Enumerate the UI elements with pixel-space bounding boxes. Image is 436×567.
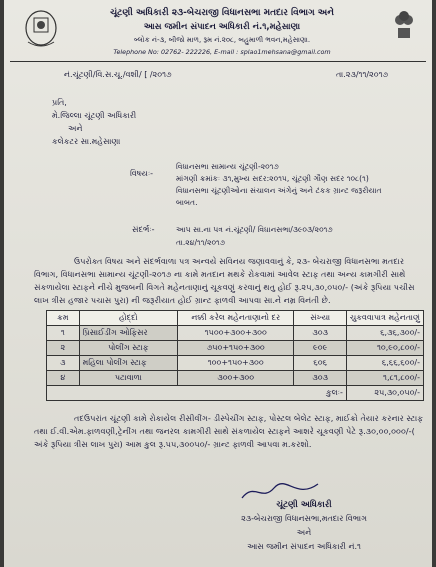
signature-line-4: આસ જમીન સંપાદન અધિકારી નં.૧	[247, 542, 361, 551]
cell-post: મહિલા પોલીંગ સ્ટાફ	[79, 356, 177, 371]
cell-post: પોલીંગ સ્ટાફ	[79, 341, 177, 356]
header-rule	[10, 61, 426, 62]
cell-serial: ૪	[47, 371, 80, 386]
col-header-amount: ચુકવવાપાત્ર મહેનતાણું	[346, 311, 423, 326]
signature-line-2: ૨૩-બેચરાજી વિધાનસભા,મતદાર વિભાગ	[241, 514, 367, 523]
header-contact: Telephone No: 02762- 222226, E-mail : splao1mehsana@gmail.com	[113, 48, 331, 56]
cell-amount: ૬,૩૬,૩૦૦/-	[346, 326, 423, 341]
cell-serial: ૧	[47, 326, 80, 341]
table-row	[47, 326, 424, 341]
cell-post: પટાવાળા	[79, 371, 177, 386]
reference-label: સંદર્ભઃ-	[132, 225, 155, 234]
recipient-and: અને	[68, 124, 83, 133]
ashoka-emblem-icon	[390, 8, 418, 42]
total-value: ૨૫,૩૦,૦૫૦/-	[346, 386, 423, 401]
table-header-row	[47, 311, 424, 326]
header-line-1: ચૂંટણી અધિકારી ૨૩-બેચરાજી વિધાનસભા મતદાર વિભાગ અને	[109, 8, 335, 18]
header-line-2: આસ જમીન સંપાદન અધિકારી નં.૧,મહેસાણા	[143, 22, 301, 32]
col-header-count: સંખ્યા	[294, 311, 346, 326]
cell-amount: ૧,૮૧,૮૦૦/-	[346, 371, 423, 386]
col-header-serial: ક્રમ	[47, 311, 80, 326]
recipient-officer: મે.જિલ્લા ચૂંટણી અધિકારી	[52, 111, 137, 120]
cell-rate: ૧૫૦૦+૩૦૦+૩૦૦	[177, 326, 293, 341]
subject-line-4: બાબત.	[176, 198, 198, 207]
cell-count: ૯૦૯	[294, 341, 346, 356]
table-row	[47, 341, 424, 356]
cell-rate: ૩૦૦+૩૦૦	[177, 371, 293, 386]
cell-amount: ૬,૬૬,૬૦૦/-	[346, 356, 423, 371]
signature-line-3: અને	[296, 528, 312, 537]
cell-serial: ૩	[47, 356, 80, 371]
recipient-collector: કલેકટર સા.મહેસાણા	[52, 137, 121, 146]
cell-rate: ૭૫૦+૧૫૦+૩૦૦	[177, 341, 293, 356]
total-label: કુલઃ-	[47, 386, 347, 401]
table-row	[47, 371, 424, 386]
cell-count: ૬૦૬	[294, 356, 346, 371]
body-paragraph-1: ઉપરોક્ત વિષય અને સંદર્ભવાળા પત્ર અન્વયે સવિનય જણાવવાનું કે, ૨૩- બેચરાજી વિધાનસભા મતદાર વિભાગ, વિધાનસભા સામાન્ય ચૂંટણી-૨૦૧૭ ના કામે મતદાન મથકે રોકવામાં આવેલ સ્ટાફ તથા અન્ય કામગીરી સાથે સંકળાયેલા સ્ટાફને નીચે મુજબની વિગતે મહેનતાણાનું ચૂકવણું કરવાનું થતુ હોઈ રૂ.૨૫,૩૦,૦૫૦/- (અંકે રૂપિયા પચીસ લાખ ત્રીસ હજાર પચાસ પુરા) ની જરૂરીયાત હોઈ ગ્રાન્ટ ફાળવી આપવા સા.ને નમ્ર વિનંતી છે.	[34, 256, 415, 305]
reference-line-1: આપ સા.ના પત્ર નં.ચૂંટણી/ વિધાનસભા/૩૯૦૩/૨૦૧૭	[176, 225, 333, 234]
cell-count: ૩૦૩	[294, 371, 346, 386]
cell-amount: ૧૦,૯૦,૮૦૦/-	[346, 341, 423, 356]
cell-rate: ૧૦૦+૧૫૦+૩૦૦	[177, 356, 293, 371]
signature-title: ચૂંટણી અધિકારી	[276, 500, 332, 510]
remuneration-table	[46, 310, 424, 401]
cell-count: ૩૦૩	[294, 326, 346, 341]
cell-serial: ૨	[47, 341, 80, 356]
letter-date: તા.૨૩/૧૧/૨૦૧૭	[336, 70, 389, 79]
recipient-prati: પ્રતિ,	[52, 98, 67, 107]
table-total-row	[47, 386, 424, 401]
subject-line-1: વિધાનસભા સામાન્ય ચૂંટણી-૨૦૧૭	[176, 162, 279, 171]
subject-line-2: માંગણી ક્રમાંકઃ ૩૧,મુખ્ય સદર:૨૦૧૫, ચૂંટણી ગૌણ સદર ૧૦૮(૧)	[176, 174, 369, 183]
body-paragraph-2: તદઉપરાંત ચૂંટણી કામે રોકાયેલ રીસીવીંગ- ડીસ્પેચીંગ સ્ટાફ, પોસ્ટલ બેલેટ સ્ટાફ, માઈક્રો તેયાર કરનાર સ્ટાફ તથા ઈ.વી.એમ.ફાળવણી,ટ્રેનીંગ તથા જનરલ કામગીરી સાથે સંકળાયેલ સ્ટાફને આશરે ચૂકવણી પેટે રૂ.૩૦,૦૦,૦૦૦/-( અંકે રૂપિયા ત્રીસ લાખ પુરા) આમ કુલ રૂ.૫૫,૩૦૦૫૦/- ગ્રાન્ટ ફાળવી આપવા મ.કરશો.	[34, 413, 424, 449]
cell-post: પ્રિસાઈડીંગ ઓફિસર	[79, 326, 177, 341]
col-header-rate: નક્કી કરેલ મહેનતાણાનો દર	[177, 311, 293, 326]
table-row	[47, 356, 424, 371]
state-emblem-icon	[22, 8, 60, 52]
subject-line-3: વિધાનસભા ચૂંટણીઓના સંચાલન અંગેનું અને ટંકક ગ્રાન્ટ જરૂરીયાત	[176, 186, 382, 195]
subject-label: વિષયઃ-	[130, 169, 153, 178]
document-page	[4, 0, 432, 567]
header-line-3: બ્લોક નં-૩, બીજો માળ, રૂમ નં.૨૦૮, બહુમાળી ભવન,મહેસાણા.	[133, 36, 311, 44]
col-header-post: હોદ્દો	[79, 311, 177, 326]
reference-line-2: તા.૨૪/૧૧/૨૦૧૭	[176, 238, 226, 247]
letter-number: નં.ચૂંટણી/વિ.સ.ચૂ./વશી/ [ /૨૦૧૭	[64, 70, 172, 79]
